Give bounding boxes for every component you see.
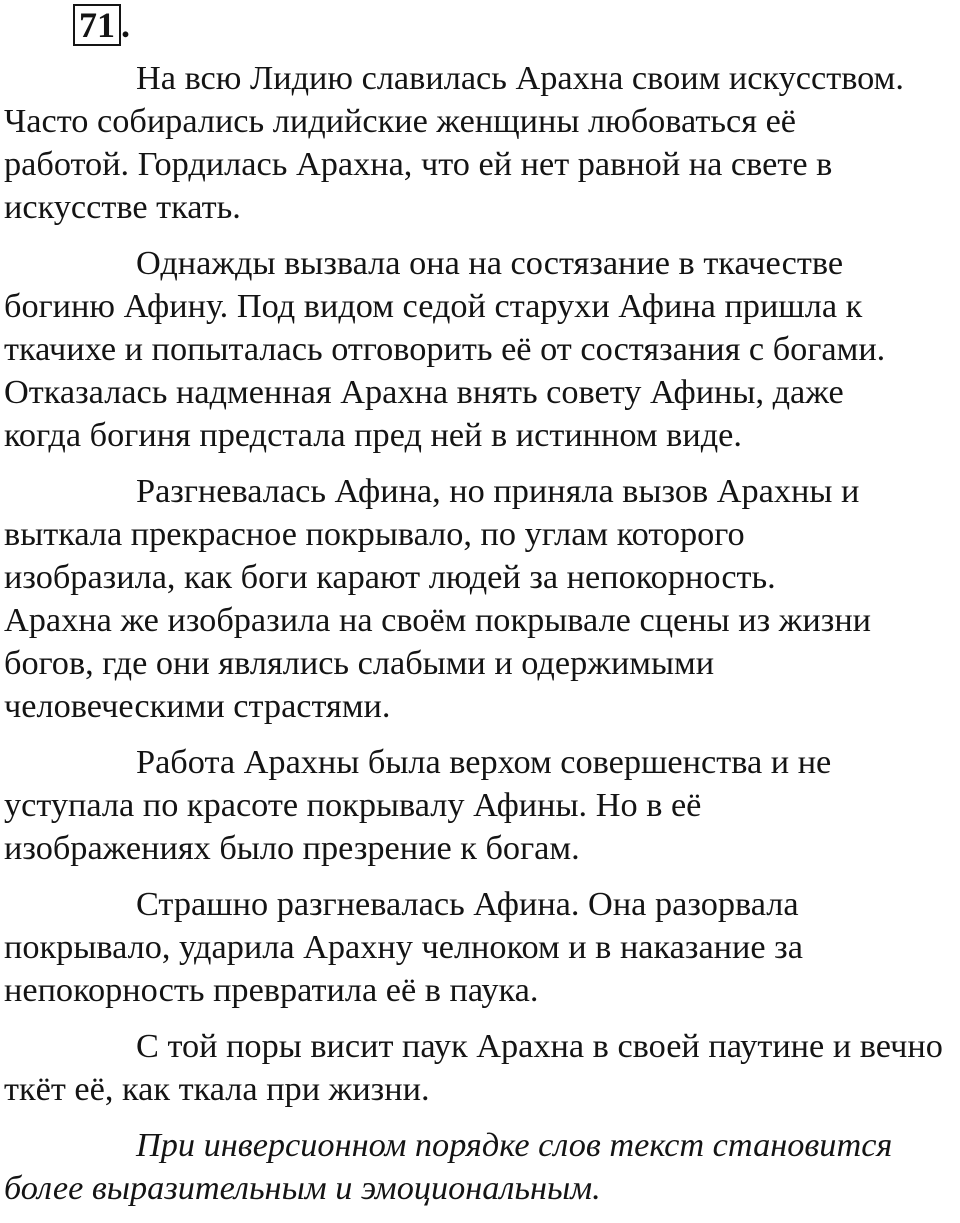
- exercise-text: [4, 57, 958, 1223]
- text-line: изобразила, как боги карают людей за непокорность.: [4, 558, 776, 596]
- text-line: богов, где они являлись слабыми и одержимыми: [4, 644, 715, 682]
- note-line: более выразительным и эмоциональным.: [4, 1169, 601, 1207]
- note-line: При инверсионном порядке слов текст становится: [136, 1126, 893, 1164]
- text-line: Арахна же изобразила на своём покрывале сцены из жизни: [4, 601, 872, 639]
- text-line: С той поры висит паук Арахна в своей паутине и вечно: [136, 1027, 943, 1065]
- exercise-number-box: 71: [73, 4, 121, 46]
- text-line: Часто собирались лидийские женщины любоваться её: [4, 102, 797, 140]
- text-line: изображениях было презрение к богам.: [4, 829, 580, 867]
- text-line: На всю Лидию славилась Арахна своим искусством.: [136, 59, 904, 97]
- paragraph-6: [4, 1025, 958, 1111]
- text-line: выткала прекрасное покрывало, по углам которого: [4, 515, 745, 553]
- exercise-number-dot: .: [121, 5, 130, 45]
- text-line: Отказалась надменная Арахна внять совету Афины, даже: [4, 373, 844, 411]
- text-line: богиню Афину. Под видом седой старухи Афина пришла к: [4, 287, 863, 325]
- text-line: ткачихе и попыталась отговорить её от состязания с богами.: [4, 330, 886, 368]
- text-line: Однажды вызвала она на состязание в ткачестве: [136, 244, 844, 282]
- paragraph-5: [4, 883, 958, 1012]
- paragraph-1: [4, 57, 958, 229]
- text-line: искусстве ткать.: [4, 188, 241, 226]
- exercise-number: [73, 4, 130, 44]
- text-line: работой. Гордилась Арахна, что ей нет равной на свете в: [4, 145, 833, 183]
- text-line: Страшно разгневалась Афина. Она разорвала: [136, 885, 799, 923]
- paragraph-2: [4, 242, 958, 457]
- text-line: уступала по красоте покрывалу Афины. Но в её: [4, 786, 702, 824]
- rule-note: [4, 1124, 958, 1210]
- text-line: человеческими страстями.: [4, 687, 391, 725]
- text-line: Работа Арахны была верхом совершенства и не: [136, 743, 832, 781]
- text-line: когда богиня предстала пред ней в истинном виде.: [4, 416, 742, 454]
- text-line: ткёт её, как ткала при жизни.: [4, 1070, 430, 1108]
- text-line: покрывало, ударила Арахну челноком и в наказание за: [4, 928, 803, 966]
- text-line: Разгневалась Афина, но приняла вызов Арахны и: [136, 472, 860, 510]
- paragraph-4: [4, 741, 958, 870]
- paragraph-3: [4, 470, 958, 728]
- text-line: непокорность превратила её в паука.: [4, 971, 539, 1009]
